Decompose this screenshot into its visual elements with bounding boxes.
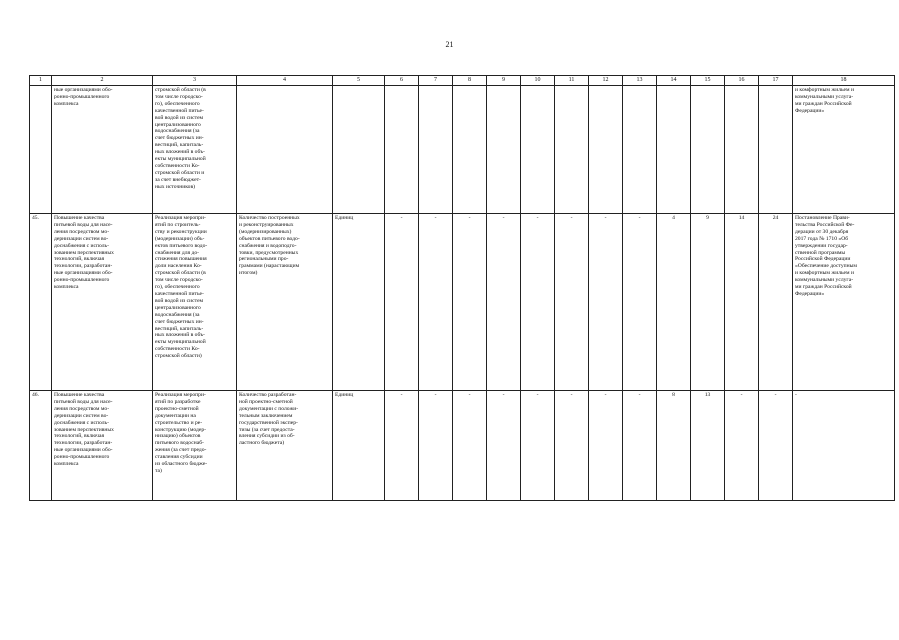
header-cell: 10 xyxy=(521,76,555,86)
event-cell: Реализация меропри- ятий по строитель- ству и реконструкции (модернизации) объ- ектов питьевого водо- снабжения для до- стижения повышения доли населения Ко- стромской области (в том числе городско- го), обеспеченного качественной питье- вой водой из систем централизованного водоснабжения (за счет бюджетных ин- вестиций, капиталь- ных вложений в объ- екты муниципальной собственности Ко- стромской области) xyxy=(153,214,237,391)
header-cell: 5 xyxy=(333,76,385,86)
header-cell: 16 xyxy=(725,76,759,86)
value-cell: - xyxy=(385,214,419,391)
indicator-cell: Количество разработан- ной проектно-сметной документации с положи- тельным заключением государственной экспер- тизы (за счет предоста- вления субсидии из об- ластного бюджета) xyxy=(237,391,333,501)
page-number: 21 xyxy=(445,40,454,49)
value-cell xyxy=(385,86,419,214)
value-cell xyxy=(521,86,555,214)
basis-cell: - xyxy=(793,391,895,501)
value-cell: - xyxy=(623,391,657,501)
header-cell: 8 xyxy=(453,76,487,86)
value-cell: - xyxy=(759,391,793,501)
value-cell xyxy=(657,86,691,214)
value-cell: 8 xyxy=(657,391,691,501)
header-cell: 9 xyxy=(487,76,521,86)
event-cell: Реализация меропри- ятий по разработке проектно-сметной документации на строительство и ре- конструкцию (модер- низацию) объектов питьевого водоснаб- жения (за счет предо- ставления субсидии из областного бюдже- та) xyxy=(153,391,237,501)
basis-cell: и комфортным жильем и коммунальными услуга- ми граждан Российской Федерации» xyxy=(793,86,895,214)
table-row xyxy=(30,214,895,391)
unit-cell: Единиц xyxy=(333,391,385,501)
value-cell xyxy=(623,86,657,214)
value-cell: - xyxy=(453,214,487,391)
header-cell: 3 xyxy=(153,76,237,86)
value-cell xyxy=(759,86,793,214)
header-cell: 13 xyxy=(623,76,657,86)
header-cell: 7 xyxy=(419,76,453,86)
value-cell: - xyxy=(487,391,521,501)
header-cell: 6 xyxy=(385,76,419,86)
header-cell: 17 xyxy=(759,76,793,86)
value-cell: - xyxy=(521,214,555,391)
indicator-cell xyxy=(237,86,333,214)
row-number-cell: 45. xyxy=(30,214,52,391)
value-cell: - xyxy=(385,391,419,501)
value-cell: - xyxy=(555,214,589,391)
basis-cell: Постановление Прави- тельства Российской Фе- дерации от 30 декабря 2017 года № 1710 «Об утверждении государ- ственной программы Российской Федерации «Обеспечение доступным и комфортным жильем и коммунальными услуга- ми граждан Российской Федерации» xyxy=(793,214,895,391)
value-cell: 24 xyxy=(759,214,793,391)
value-cell xyxy=(725,86,759,214)
table-row xyxy=(30,391,895,501)
value-cell: - xyxy=(725,391,759,501)
indicator-cell: Количество построенных и реконструированных (модернизированных) объектов питьевого водо- снабжения и водоподго- товки, предусмотренных региональными про- граммами (нарастающим итогом) xyxy=(237,214,333,391)
value-cell: - xyxy=(589,214,623,391)
indicators-table xyxy=(29,75,895,501)
unit-cell: Единиц xyxy=(333,214,385,391)
value-cell: - xyxy=(453,391,487,501)
task-cell: Повышение качества питьевой воды для насе- ления посредством мо- дернизации систем во- доснабжения с исполь- зованием перспективных технологий, включая технологии, разработан- ные организациями обо- ронно-промышленного комплекса xyxy=(52,391,153,501)
value-cell xyxy=(487,86,521,214)
value-cell xyxy=(419,86,453,214)
value-cell: 14 xyxy=(725,214,759,391)
row-number-cell: 46. xyxy=(30,391,52,501)
value-cell xyxy=(589,86,623,214)
value-cell xyxy=(691,86,725,214)
event-cell: стромской области (в том числе городско- го), обеспеченного качественной питье- вой водой из систем централизованного водоснабжения (за счет бюджетных ин- вестиций, капиталь- ных вложений в объ- екты муниципальной собственности Ко- стромской области и за счет внебюджет- ных источников) xyxy=(153,86,237,214)
value-cell xyxy=(555,86,589,214)
header-row xyxy=(30,76,895,86)
value-cell: - xyxy=(487,214,521,391)
header-cell: 12 xyxy=(589,76,623,86)
header-cell: 18 xyxy=(793,76,895,86)
value-cell: - xyxy=(623,214,657,391)
table-row xyxy=(30,86,895,214)
value-cell: - xyxy=(419,391,453,501)
header-cell: 14 xyxy=(657,76,691,86)
value-cell: - xyxy=(419,214,453,391)
row-number-cell xyxy=(30,86,52,214)
value-cell: - xyxy=(521,391,555,501)
value-cell: 4 xyxy=(657,214,691,391)
header-cell: 4 xyxy=(237,76,333,86)
value-cell: 13 xyxy=(691,391,725,501)
header-cell: 15 xyxy=(691,76,725,86)
unit-cell xyxy=(333,86,385,214)
value-cell xyxy=(453,86,487,214)
value-cell: - xyxy=(555,391,589,501)
value-cell: - xyxy=(589,391,623,501)
task-cell: Повышение качества питьевой воды для насе- ления посредством мо- дернизации систем во- доснабжения с исполь- зованием перспективных технологий, включая технологии, разработан- ные организациями обо- ронно-промышленного комплекса xyxy=(52,214,153,391)
header-cell: 11 xyxy=(555,76,589,86)
task-cell: ные организациями обо- ронно-промышленного комплекса xyxy=(52,86,153,214)
header-cell: 2 xyxy=(52,76,153,86)
header-cell: 1 xyxy=(30,76,52,86)
value-cell: 9 xyxy=(691,214,725,391)
